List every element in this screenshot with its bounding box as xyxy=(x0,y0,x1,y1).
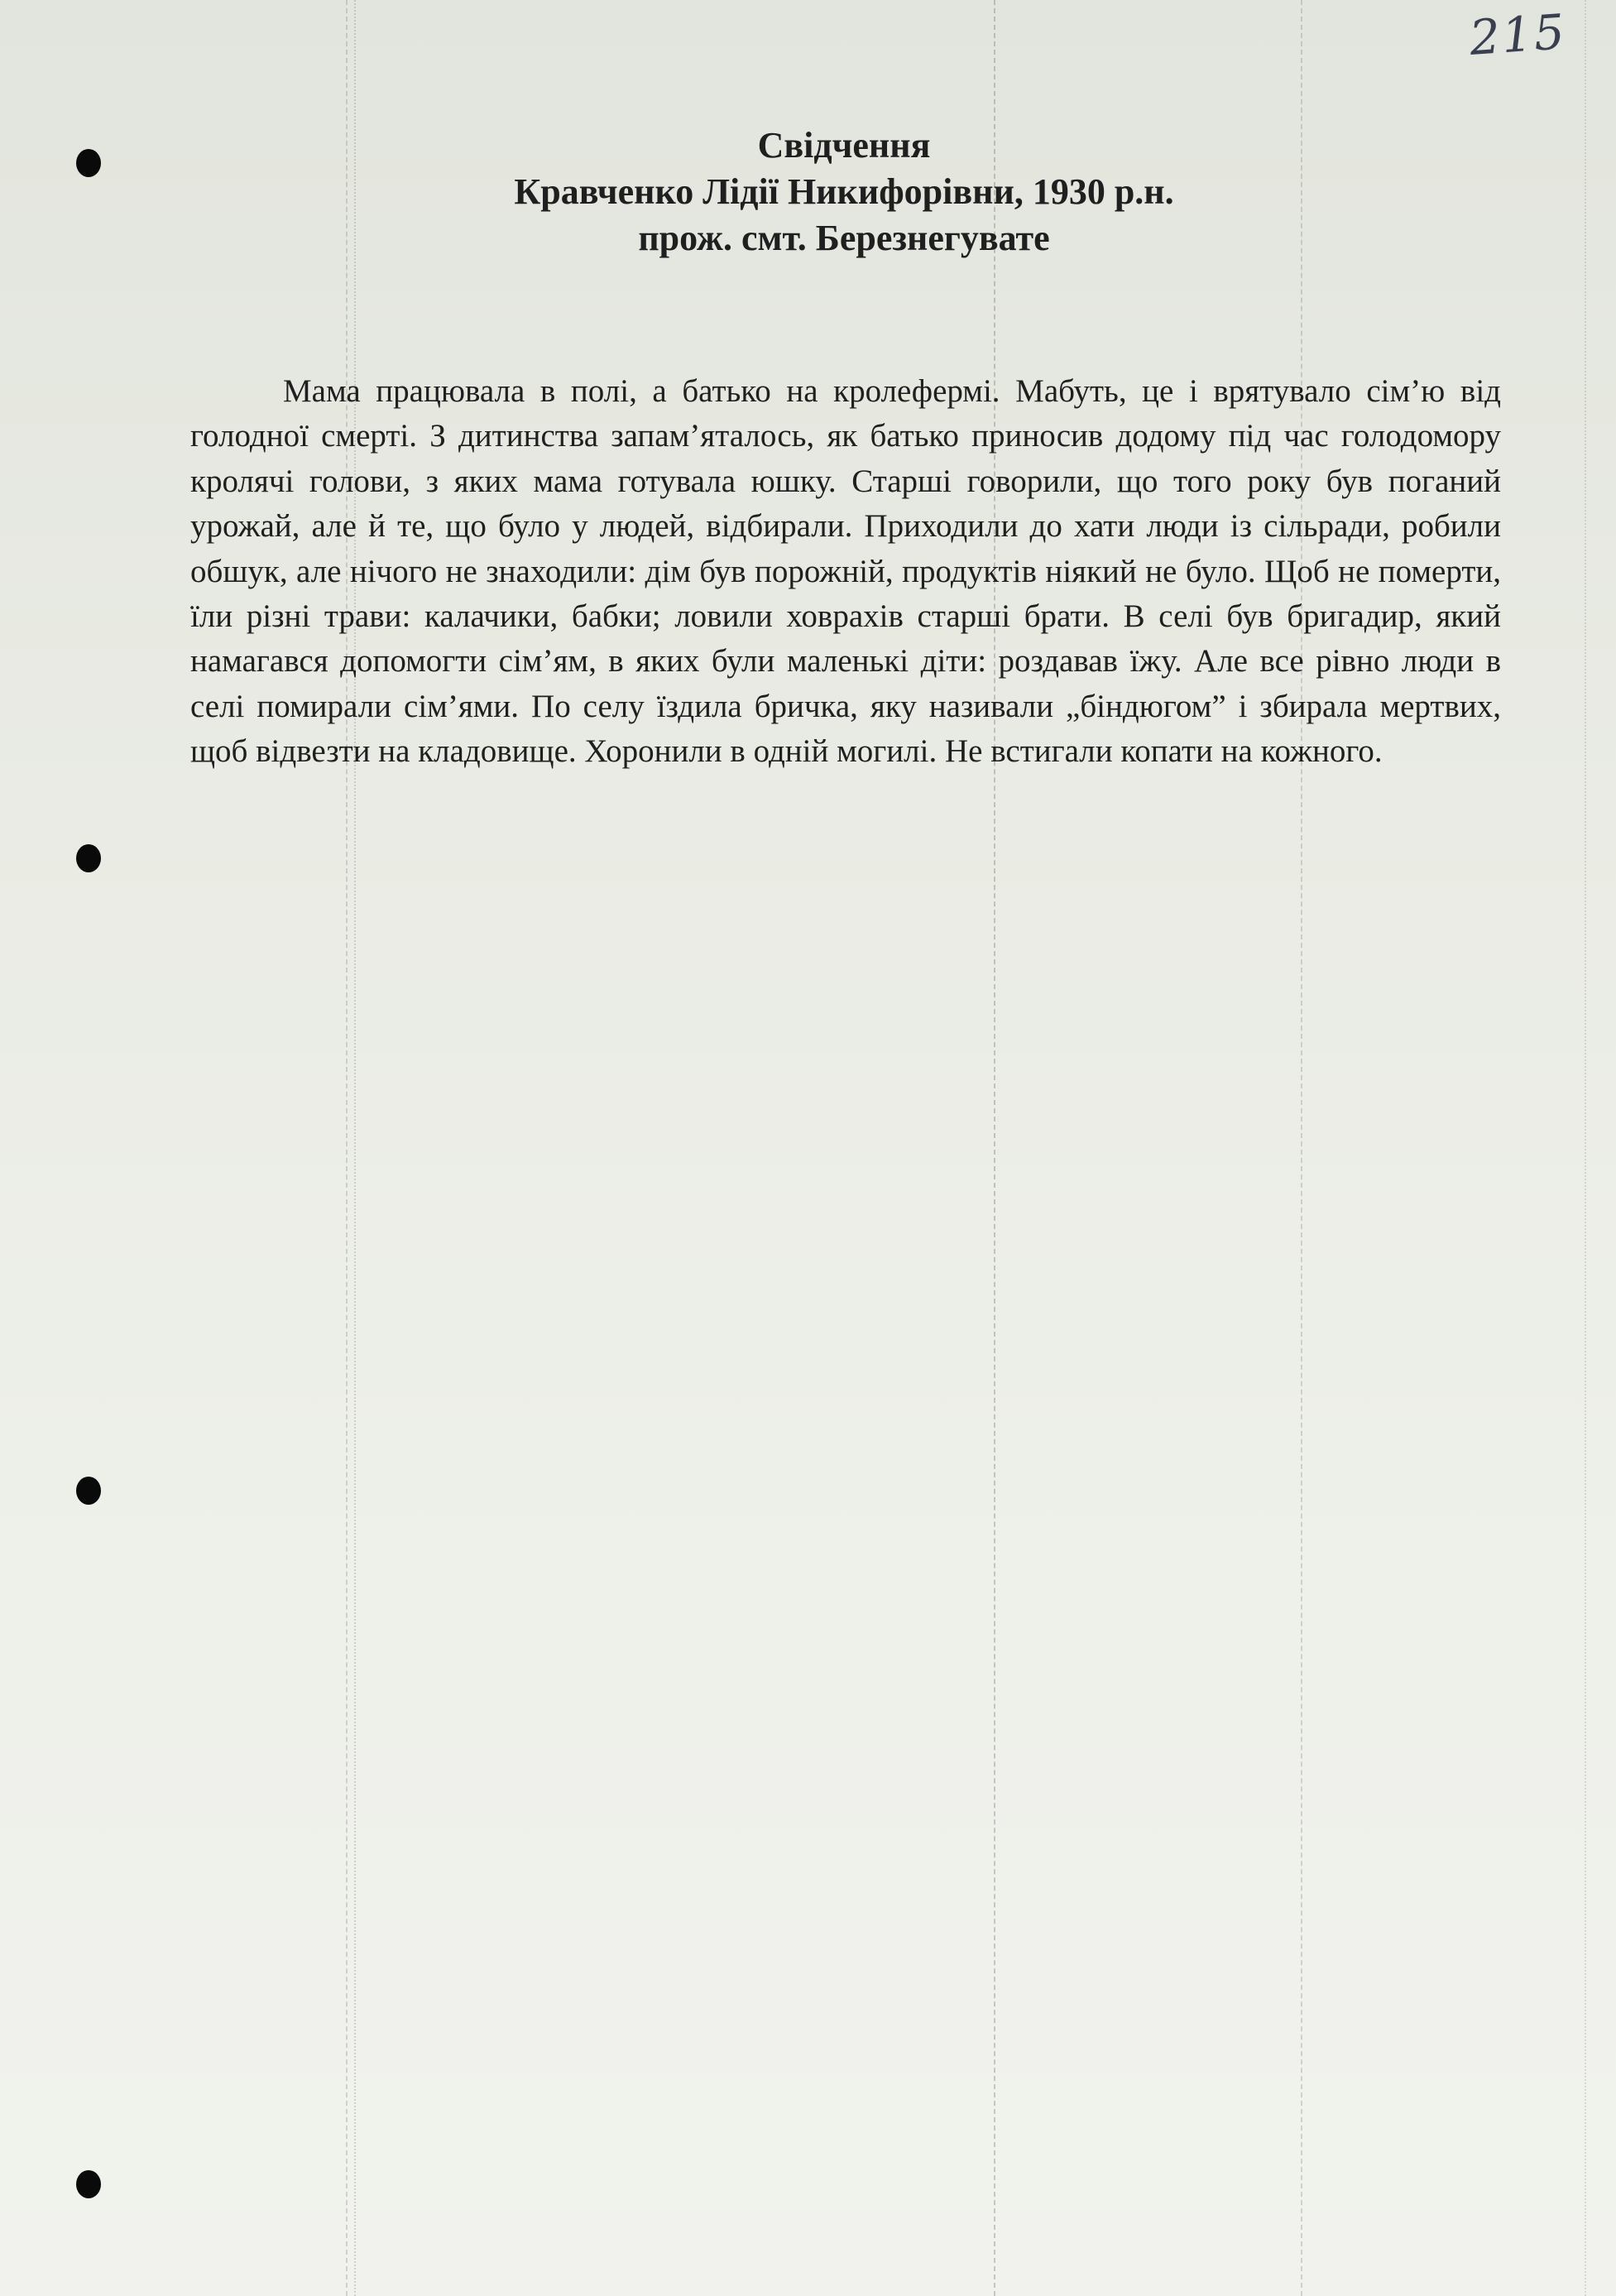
punch-hole xyxy=(76,149,101,177)
handwritten-page-number: 215 xyxy=(1468,3,1569,66)
testimony-text: Мама працювала в полі, а батько на кролефермі. Мабуть, це і врятувало сім’ю від голодної смерті. З дитинства запам’яталось, як батько приносив додому під час голодомору кролячі голови, з яких мама готувала юшку. Старші говорили, що того року був поганий урожай, але й те, що було у людей, відбирали. Приходили до хати люди із сільради, робили обшук, але нічого не знаходили: дім був порожній, продуктів ніякий не було. Щоб не померти, їли різні трави: калачики, бабки; ловили ховрахів старші брати. В селі був бригадир, який намагався допомогти сім’ям, в яких були маленькі діти: роздавав їжу. Але все рівно люди в селі помирали сім’ями. По селу їздила бричка, яку називали „біндюгом” і збирала мертвих, щоб відвезти на кладовище. Хоронили в одній могилі. Не встигали копати на кожного. xyxy=(190,373,1501,770)
punch-hole xyxy=(76,1477,101,1505)
scan-line xyxy=(1585,0,1586,2296)
scan-line xyxy=(346,0,348,2296)
punch-hole xyxy=(76,844,101,872)
scan-line xyxy=(354,0,356,2296)
scan-line xyxy=(994,0,995,2296)
punch-hole xyxy=(76,2170,101,2198)
document-title: Свідчення xyxy=(757,125,931,166)
witness-name: Кравченко Лідії Никифорівни, 1930 р.н. xyxy=(514,171,1174,212)
witness-residence: прож. смт. Березнегувате xyxy=(638,218,1050,258)
scan-line xyxy=(1301,0,1302,2296)
document-header xyxy=(190,122,1498,262)
